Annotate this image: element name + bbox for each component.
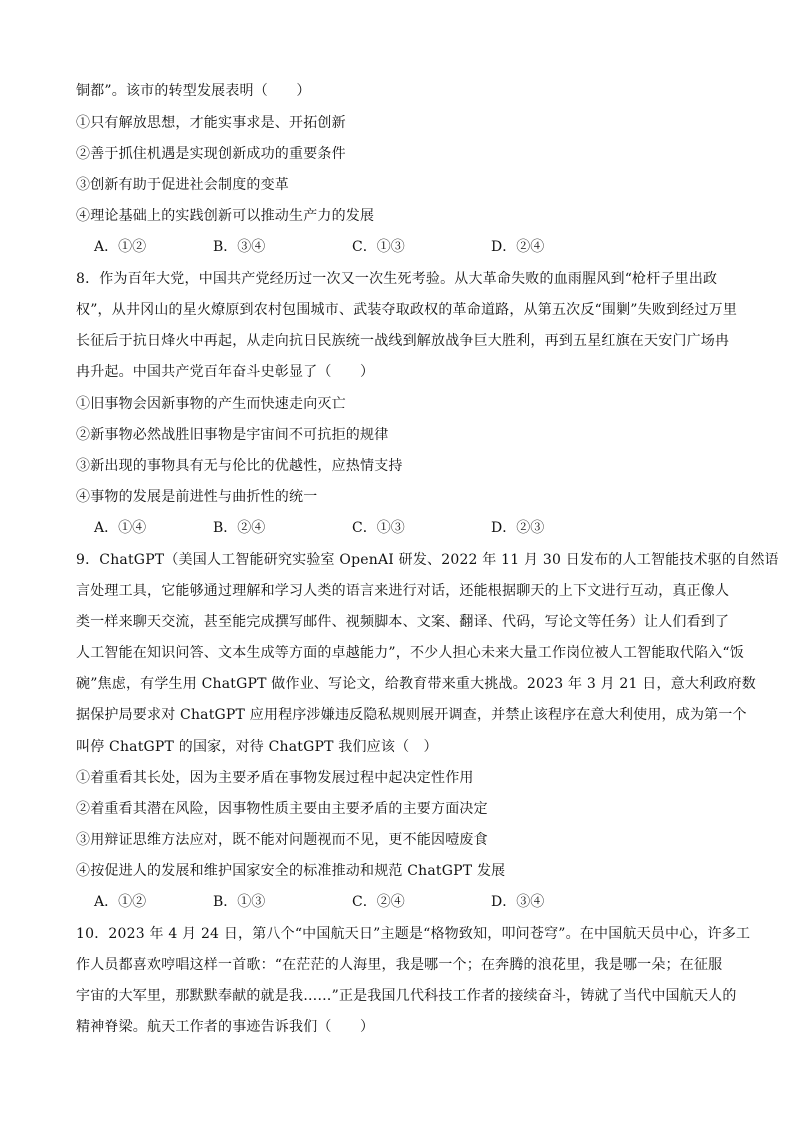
q9-stem-line-7: 叫停 ChatGPT 的国家，对待 ChatGPT 我们应该（ ） bbox=[76, 739, 438, 755]
q8-statement-4: ④事物的发展是前进性与曲折性的统一 bbox=[76, 489, 318, 505]
q9-stem-line-3: 类一样来聊天交流，甚至能完成撰写邮件、视频脚本、文案、翻译、代码，写论文等任务）让人们看到了 bbox=[76, 614, 730, 630]
q10-stem-line-1: 10．2023 年 4 月 24 日，第八个“中国航天日”主题是“格物致知，叩问苍穹”。在中国航天员中心，许多工 bbox=[76, 926, 751, 942]
q7-statement-3: ③创新有助于促进社会制度的变革 bbox=[76, 177, 289, 193]
q9-stem-line-2: 言处理工具，它能够通过理解和学习人类的语言来进行对话，还能根据聊天的上下文进行互动，真正像人 bbox=[76, 583, 730, 599]
q8-option-a[interactable]: A．①④ bbox=[94, 520, 147, 536]
q8-stem-line-3: 长征后于抗日烽火中再起，从走向抗日民族统一战线到解放战争巨大胜利，再到五星红旗在天安门广场冉 bbox=[76, 333, 730, 349]
q9-option-d[interactable]: D．③④ bbox=[491, 894, 545, 910]
q9-stem-line-4: 人工智能在知识问答、文本生成等方面的卓越能力”，不少人担心未来大量工作岗位被人工智能取代陷入“饭 bbox=[76, 645, 744, 661]
q8-option-b[interactable]: B．②④ bbox=[213, 520, 266, 536]
q8-statement-3: ③新出现的事物具有无与伦比的优越性，应热情支持 bbox=[76, 458, 403, 474]
q7-statement-4: ④理论基础上的实践创新可以推动生产力的发展 bbox=[76, 208, 375, 224]
q7-statement-2: ②善于抓住机遇是实现创新成功的重要条件 bbox=[76, 146, 346, 162]
q9-stem-line-6: 据保护局要求对 ChatGPT 应用程序涉嫌违反隐私规则展开调查，并禁止该程序在意大利使用，成为第一个 bbox=[76, 707, 747, 723]
q9-statement-4: ④按促进人的发展和维护国家安全的标准推动和规范 ChatGPT 发展 bbox=[76, 863, 506, 879]
q10-stem-line-4: 精神脊梁。航天工作者的事迹告诉我们（ ） bbox=[76, 1019, 375, 1035]
q9-stem-line-1: 9．ChatGPT（美国人工智能研究实验室 OpenAI 研发、2022 年 11 月 30 日发布的人工智能技术驱的自然语 bbox=[76, 552, 779, 568]
q8-stem-line-4: 冉升起。中国共产党百年奋斗史彰显了（ ） bbox=[76, 364, 375, 380]
q8-statement-1: ①旧事物会因新事物的产生而快速走向灭亡 bbox=[76, 396, 346, 412]
q9-statement-1: ①着重看其长处，因为主要矛盾在事物发展过程中起决定性作用 bbox=[76, 770, 474, 786]
q8-option-d[interactable]: D．②③ bbox=[491, 520, 545, 536]
q7-option-d[interactable]: D．②④ bbox=[491, 239, 545, 255]
q10-stem-line-2: 作人员都喜欢哼唱这样一首歌：“在茫茫的人海里，我是哪一个；在奔腾的浪花里，我是哪一朵；在征服 bbox=[76, 957, 723, 973]
q7-statement-1: ①只有解放思想，才能实事求是、开拓创新 bbox=[76, 115, 346, 131]
q7-stem-line: 铜都”。该市的转型发展表明（ ） bbox=[76, 83, 311, 99]
q7-option-c[interactable]: C．①③ bbox=[352, 239, 405, 255]
q7-option-a[interactable]: A．①② bbox=[94, 239, 147, 255]
q8-stem-line-2: 权”，从井冈山的星火燎原到农村包围城市、武装夺取政权的革命道路，从第五次反“围剿”失败到经过万里 bbox=[76, 302, 738, 318]
q9-option-b[interactable]: B．①③ bbox=[213, 894, 266, 910]
q9-option-a[interactable]: A．①② bbox=[94, 894, 147, 910]
q7-option-b[interactable]: B．③④ bbox=[213, 239, 266, 255]
q10-stem-line-3: 宇宙的大军里，那默默奉献的就是我……”正是我国几代科技工作者的接续奋斗，铸就了当代中国航天人的 bbox=[76, 988, 737, 1004]
q9-statement-3: ③用辩证思维方法应对，既不能对问题视而不见，更不能因噎废食 bbox=[76, 832, 488, 848]
q9-option-c[interactable]: C．②④ bbox=[352, 894, 405, 910]
q8-statement-2: ②新事物必然战胜旧事物是宇宙间不可抗拒的规律 bbox=[76, 427, 389, 443]
q8-option-c[interactable]: C．①③ bbox=[352, 520, 405, 536]
q8-stem-line-1: 8．作为百年大党，中国共产党经历过一次又一次生死考验。从大革命失败的血雨腥风到“枪杆子里出政 bbox=[76, 271, 718, 287]
q9-stem-line-5: 碗”焦虑，有学生用 ChatGPT 做作业、写论文，给教育带来重大挑战。2023 年 3 月 21 日，意大利政府数 bbox=[76, 676, 756, 692]
q9-statement-2: ②着重看其潜在风险，因事物性质主要由主要矛盾的主要方面决定 bbox=[76, 801, 488, 817]
